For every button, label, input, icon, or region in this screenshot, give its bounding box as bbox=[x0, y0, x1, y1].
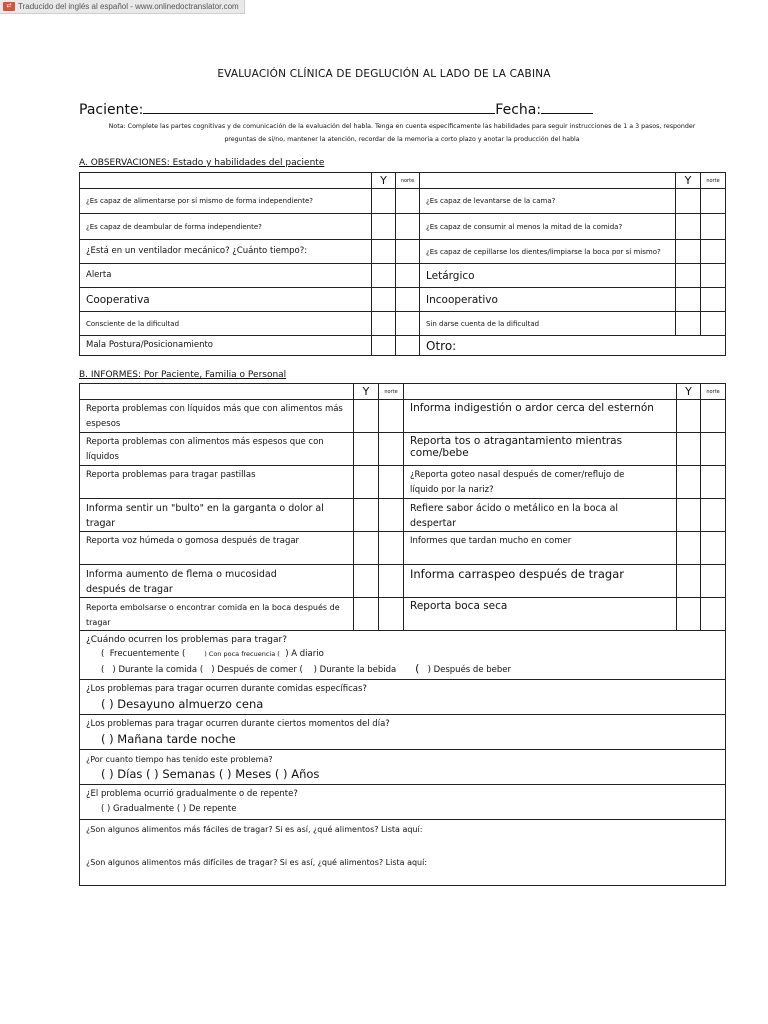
instruction-note bbox=[79, 120, 725, 146]
checkbox-yes[interactable] bbox=[372, 189, 396, 214]
report-left: Reporta problemas para tragar pastillas bbox=[80, 466, 354, 499]
question-meals: ¿Los problemas para tragar ocurren durante comidas específicas? bbox=[86, 684, 367, 694]
table-row bbox=[80, 288, 726, 312]
report-right: Informes que tardan mucho en comer bbox=[404, 532, 677, 565]
checkbox-yes[interactable] bbox=[372, 214, 396, 240]
section-a-heading: A. OBSERVACIONES: Estado y habilidades del paciente bbox=[79, 158, 325, 168]
table-row bbox=[80, 499, 726, 532]
checkbox-yes[interactable] bbox=[677, 400, 701, 433]
observation-left: Consciente de la dificultad bbox=[80, 312, 372, 336]
checkbox-no[interactable] bbox=[379, 565, 404, 598]
checkbox-no[interactable] bbox=[396, 240, 420, 264]
checkbox-yes[interactable] bbox=[372, 288, 396, 312]
checkbox-yes[interactable] bbox=[372, 336, 396, 356]
translator-banner-text: Traducido del inglés al español - www.onlinedoctranslator.com bbox=[18, 2, 239, 11]
checkbox-yes[interactable] bbox=[354, 565, 379, 598]
checkbox-no[interactable] bbox=[701, 240, 726, 264]
observation-right: ¿Es capaz de levantarse de la cama? bbox=[420, 189, 676, 214]
col-yes: Y bbox=[676, 173, 701, 189]
answer-meals[interactable]: ( ) Desayuno almuerzo cena bbox=[101, 697, 264, 711]
table-row bbox=[80, 466, 726, 499]
observation-right: ¿Es capaz de cepillarse los dientes/limpiarse la boca por sí mismo? bbox=[420, 240, 676, 264]
checkbox-yes[interactable] bbox=[676, 312, 701, 336]
checkbox-no[interactable] bbox=[701, 400, 726, 433]
table-header-row bbox=[80, 384, 726, 400]
checkbox-no[interactable] bbox=[396, 189, 420, 214]
answer-duration[interactable]: ( ) Días ( ) Semanas ( ) Meses ( ) Años bbox=[101, 767, 320, 781]
report-right: Informa carraspeo después de tragar bbox=[404, 565, 677, 598]
checkbox-yes[interactable] bbox=[676, 264, 701, 288]
checkbox-no[interactable] bbox=[701, 598, 726, 631]
observation-left: ¿Es capaz de deambular de forma independiente? bbox=[80, 214, 372, 240]
observation-other[interactable]: Otro: bbox=[420, 336, 726, 356]
checkbox-yes[interactable] bbox=[676, 240, 701, 264]
table-row bbox=[80, 400, 726, 433]
checkbox-yes[interactable] bbox=[677, 598, 701, 631]
reports-table bbox=[79, 383, 726, 886]
checkbox-yes[interactable] bbox=[677, 532, 701, 565]
section-b-heading: B. INFORMES: Por Paciente, Familia o Personal bbox=[79, 370, 287, 380]
checkbox-yes[interactable] bbox=[677, 466, 701, 499]
report-left: Reporta problemas con líquidos más que con alimentos más espesos bbox=[80, 400, 354, 433]
checkbox-no[interactable] bbox=[379, 499, 404, 532]
question-times: ¿Los problemas para tragar ocurren durante ciertos momentos del día? bbox=[86, 719, 390, 729]
col-yes: Y bbox=[354, 384, 379, 400]
table-row bbox=[80, 189, 726, 214]
table-row bbox=[80, 264, 726, 288]
translator-logo-icon: ⇄ bbox=[3, 2, 15, 11]
observations-table bbox=[79, 172, 726, 356]
col-no: norte bbox=[396, 173, 420, 189]
checkbox-no[interactable] bbox=[701, 499, 726, 532]
document-title: EVALUACIÓN CLÍNICA DE DEGLUCIÓN AL LADO DE LA CABINA bbox=[217, 68, 551, 80]
checkbox-no[interactable] bbox=[379, 466, 404, 499]
report-left: Reporta problemas con alimentos más espesos que con líquidos bbox=[80, 433, 354, 466]
observation-left: Alerta bbox=[80, 264, 372, 288]
checkbox-no[interactable] bbox=[379, 598, 404, 631]
table-row bbox=[80, 240, 726, 264]
question-row-meals bbox=[80, 680, 726, 715]
table-row bbox=[80, 336, 726, 356]
report-right: Refiere sabor ácido o metálico en la boca al despertar bbox=[404, 499, 677, 532]
table-row bbox=[80, 214, 726, 240]
checkbox-yes[interactable] bbox=[354, 466, 379, 499]
question-easier-foods[interactable]: ¿Son algunos alimentos más fáciles de tragar? Si es así, ¿qué alimentos? Lista aquí: bbox=[86, 825, 423, 834]
observation-right: ¿Es capaz de consumir al menos la mitad de la comida? bbox=[420, 214, 676, 240]
checkbox-yes[interactable] bbox=[676, 214, 701, 240]
note-line-2: preguntas de sí/no, mantener la atención, recordar de la memoria a corto plazo y anotar la producción del habla bbox=[224, 136, 580, 143]
checkbox-yes[interactable] bbox=[677, 499, 701, 532]
checkbox-no[interactable] bbox=[379, 400, 404, 433]
observation-right: Incooperativo bbox=[420, 288, 676, 312]
report-right: ¿Reporta goteo nasal después de comer/reflujo de líquido por la nariz? bbox=[404, 466, 677, 499]
question-row-duration bbox=[80, 750, 726, 785]
checkbox-no[interactable] bbox=[701, 466, 726, 499]
checkbox-yes[interactable] bbox=[354, 598, 379, 631]
patient-name-field[interactable] bbox=[143, 99, 495, 114]
report-left: Informa sentir un "bulto" en la garganta o dolor al tragar bbox=[80, 499, 354, 532]
question-harder-foods[interactable]: ¿Son algunos alimentos más difíciles de tragar? Si es así, ¿qué alimentos? Lista aquí: bbox=[86, 858, 428, 867]
checkbox-no[interactable] bbox=[701, 264, 726, 288]
note-line-1: Nota: Complete las partes cognitivas y de comunicación de la evaluación del habla. Tenga en cuenta específicamente las habilidades para seguir instrucciones de 1 a 3 pasos, responder bbox=[108, 123, 696, 130]
observation-left: ¿Está en un ventilador mecánico? ¿Cuánto tiempo?: bbox=[80, 240, 372, 264]
checkbox-no[interactable] bbox=[701, 288, 726, 312]
checkbox-yes[interactable] bbox=[676, 189, 701, 214]
checkbox-yes[interactable] bbox=[354, 400, 379, 433]
question-row-when bbox=[80, 631, 726, 680]
question-duration: ¿Por cuanto tiempo has tenido este problema? bbox=[86, 755, 273, 764]
table-row bbox=[80, 312, 726, 336]
checkbox-yes[interactable] bbox=[354, 532, 379, 565]
checkbox-no[interactable] bbox=[396, 264, 420, 288]
translator-banner[interactable] bbox=[0, 0, 245, 14]
report-right: Reporta boca seca bbox=[404, 598, 677, 631]
table-row bbox=[80, 598, 726, 631]
checkbox-no[interactable] bbox=[701, 214, 726, 240]
checkbox-no[interactable] bbox=[396, 312, 420, 336]
checkbox-no[interactable] bbox=[396, 214, 420, 240]
patient-line bbox=[79, 99, 593, 118]
table-row bbox=[80, 433, 726, 466]
col-no: norte bbox=[701, 173, 726, 189]
report-left: Reporta embolsarse o encontrar comida en la boca después de tragar bbox=[80, 598, 354, 631]
patient-label: Paciente: bbox=[79, 102, 144, 118]
checkbox-no[interactable] bbox=[701, 532, 726, 565]
question-row-times bbox=[80, 715, 726, 750]
checkbox-no[interactable] bbox=[379, 433, 404, 466]
checkbox-yes[interactable] bbox=[372, 240, 396, 264]
checkbox-yes[interactable] bbox=[676, 288, 701, 312]
observation-right: Letárgico bbox=[420, 264, 676, 288]
question-row-foods bbox=[80, 820, 726, 886]
checkbox-no[interactable] bbox=[396, 336, 420, 356]
checkbox-no[interactable] bbox=[701, 312, 726, 336]
observation-left: Mala Postura/Posicionamiento bbox=[80, 336, 372, 356]
col-no: norte bbox=[701, 384, 726, 400]
question-onset: ¿El problema ocurrió gradualmente o de repente? bbox=[86, 789, 298, 799]
date-field[interactable] bbox=[541, 99, 593, 114]
checkbox-yes[interactable] bbox=[354, 433, 379, 466]
col-yes: Y bbox=[372, 173, 396, 189]
report-left: Reporta voz húmeda o gomosa después de tragar bbox=[80, 532, 354, 565]
checkbox-no[interactable] bbox=[701, 433, 726, 466]
col-no: norte bbox=[379, 384, 404, 400]
checkbox-no[interactable] bbox=[379, 532, 404, 565]
table-header-row bbox=[80, 173, 726, 189]
checkbox-no[interactable] bbox=[701, 189, 726, 214]
checkbox-yes[interactable] bbox=[677, 565, 701, 598]
col-yes: Y bbox=[677, 384, 701, 400]
answer-times[interactable]: ( ) Mañana tarde noche bbox=[101, 732, 236, 746]
answer-onset[interactable]: ( ) Gradualmente ( ) De repente bbox=[101, 804, 237, 814]
table-row bbox=[80, 565, 726, 598]
date-label: Fecha: bbox=[495, 102, 542, 118]
question-when: ¿Cuándo ocurren los problemas para tragar? bbox=[86, 635, 287, 645]
checkbox-no[interactable] bbox=[396, 288, 420, 312]
report-right: Informa indigestión o ardor cerca del esternón bbox=[404, 400, 677, 433]
checkbox-no[interactable] bbox=[701, 565, 726, 598]
observation-left: Cooperativa bbox=[80, 288, 372, 312]
checkbox-yes[interactable] bbox=[677, 433, 701, 466]
checkbox-yes[interactable] bbox=[372, 264, 396, 288]
answer-options-frequency[interactable]: ( Frecuentemente ( ) Con poca frecuencia ( ) A diario bbox=[101, 649, 324, 659]
report-right: Reporta tos o atragantamiento mientras come/bebe bbox=[404, 433, 677, 466]
observation-right: Sin darse cuenta de la dificultad bbox=[420, 312, 676, 336]
checkbox-yes[interactable] bbox=[354, 499, 379, 532]
question-row-onset bbox=[80, 785, 726, 820]
report-left: Informa aumento de flema o mucosidad después de tragar bbox=[80, 565, 354, 598]
answer-options-timing[interactable]: ( ) Durante la comida ( ) Después de comer ( ) Durante la bebida ( ) Después de beber bbox=[101, 662, 511, 675]
observation-left: ¿Es capaz de alimentarse por sí mismo de forma independiente? bbox=[80, 189, 372, 214]
table-row bbox=[80, 532, 726, 565]
checkbox-yes[interactable] bbox=[372, 312, 396, 336]
